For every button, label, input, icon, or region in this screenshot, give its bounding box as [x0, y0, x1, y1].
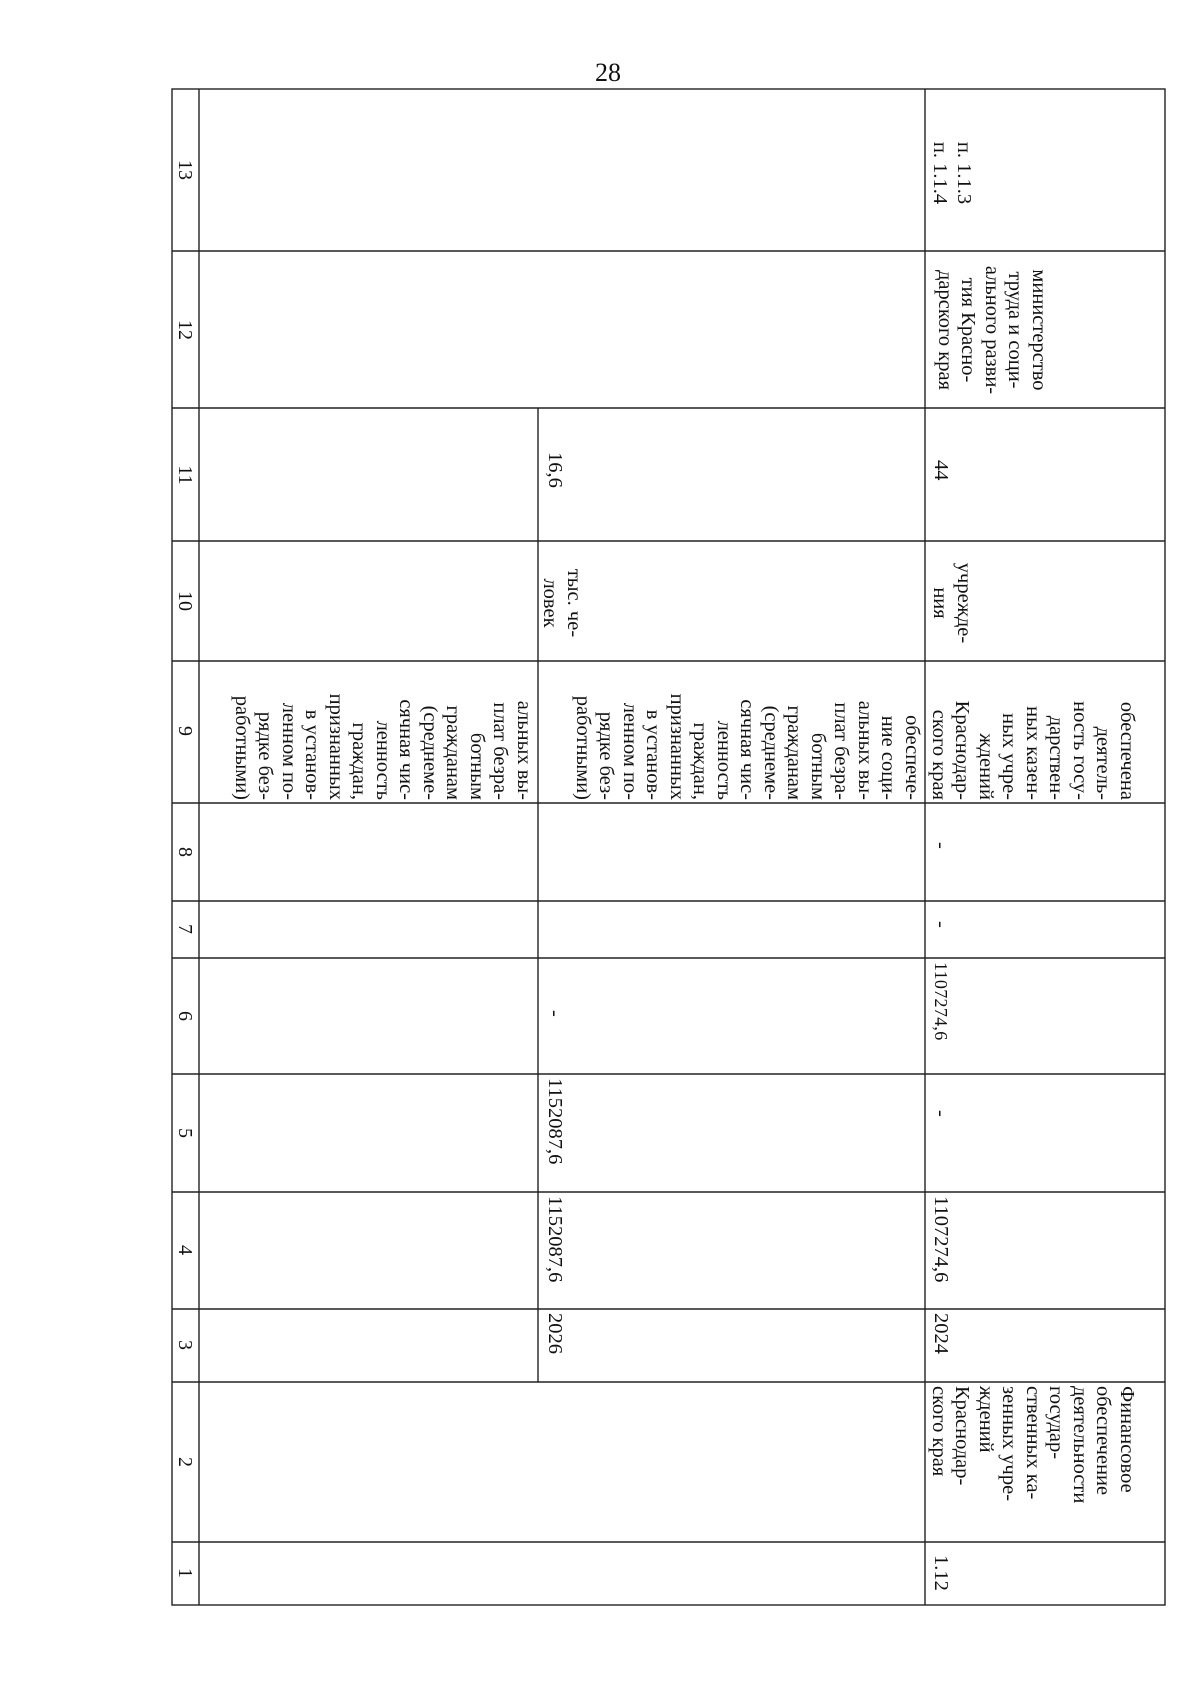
row-1-12-value: 44 [930, 460, 952, 481]
page-number: 28 [595, 58, 621, 87]
col-header-2: 2 [174, 1457, 196, 1467]
col-header-7: 7 [174, 924, 196, 934]
col-header-5: 5 [174, 1128, 196, 1138]
row-1-12-local: - [930, 921, 952, 928]
col-header-8: 8 [174, 847, 196, 857]
row-1-12-federal: - [930, 1110, 952, 1117]
row-1-12-unit: учрежде- ния [929, 562, 975, 644]
row-1-12-year: 2024 [930, 1313, 952, 1354]
row-1-12-points: п. 1.1.3 п. 1.1.4 [929, 141, 975, 205]
col-header-3: 3 [174, 1340, 196, 1350]
col-header-12: 12 [174, 320, 196, 340]
row-2026-federal: 1152087,6 [544, 1078, 566, 1165]
row-2026-value: 16,6 [544, 452, 566, 488]
row-2026-indicator-name: обеспече- ние соци- альных вы- плат безра- ботным гражданам (среднеме- сячная чис- ленность граждан, признанных в установ- ленном по- рядке без- работными) [572, 693, 923, 800]
row-1-12-other: - [930, 842, 952, 849]
col-header-6: 6 [174, 1011, 196, 1021]
row-1-12-total: 1107274,6 [930, 1196, 952, 1283]
col-header-10: 10 [174, 591, 196, 611]
row-1-12-name: Финансовое обеспечение деятельности государ- ственных ка- зенных учре- ждений Краснодар- ского края [928, 1386, 1138, 1504]
row-1-12-indicator-name: обеспечена деятель- ность госу- дарствен- ных казен- ных учре- ждений Краснодар- ского края [928, 700, 1138, 800]
col-header-11: 11 [174, 465, 196, 485]
continuation-indicator-name: альных вы- плат безра- ботным гражданам (среднеме- сячная чис- ленность граждан, признанных в установ- ленном по- рядке без- работными) [231, 693, 535, 800]
row-1-12-regional: 1107274,6 [931, 962, 951, 1041]
col-header-13: 13 [174, 160, 196, 180]
col-header-9: 9 [174, 726, 196, 736]
row-1-12-number: 1.12 [930, 1555, 952, 1591]
row-2026-year: 2026 [544, 1313, 566, 1354]
row-2026-total: 1152087,6 [544, 1196, 566, 1283]
col-header-4: 4 [174, 1245, 196, 1255]
row-2026-unit: тыс. че- ловек [539, 568, 585, 638]
col-header-1: 1 [174, 1568, 196, 1578]
row-1-12-executor: министерство труда и соци- ального разви- тия Красно- дарского края [934, 265, 1050, 395]
row-2026-regional: - [544, 1010, 566, 1017]
